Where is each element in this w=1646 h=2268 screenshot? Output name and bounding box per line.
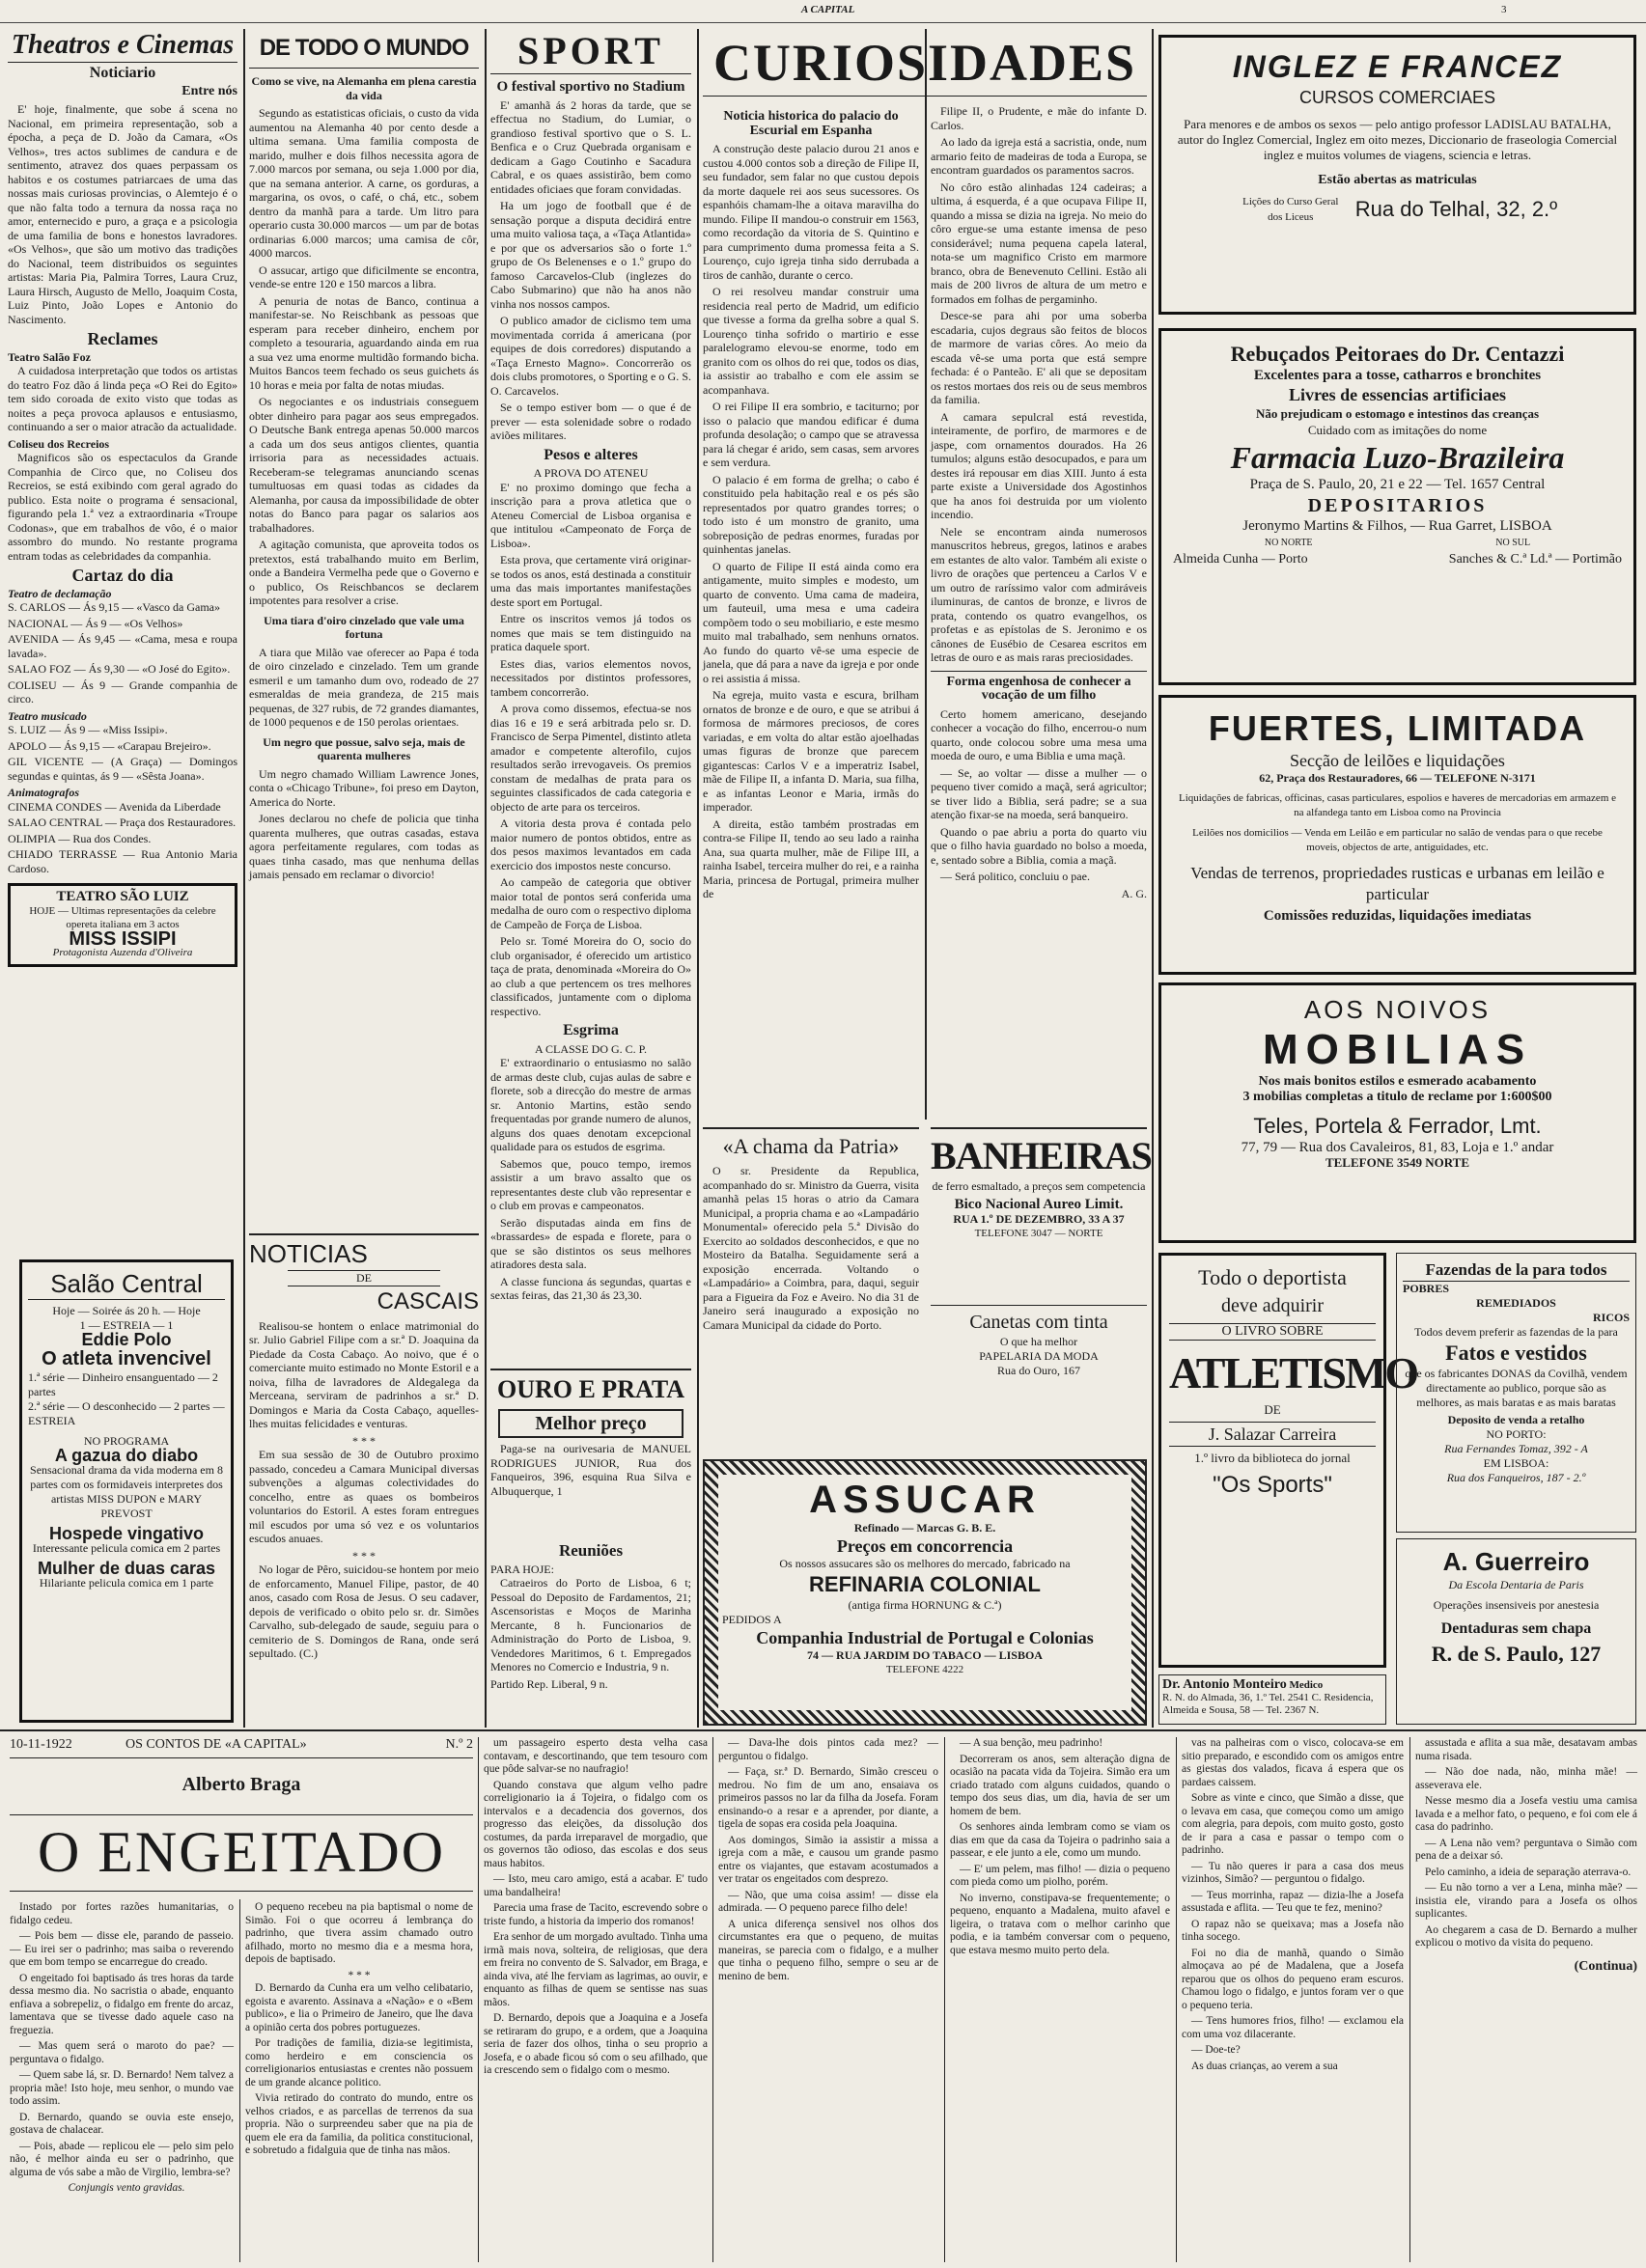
mobilias-addr: 77, 79 — Rua dos Cavaleiros, 81, 83, Loja e 1.º andar	[1241, 1140, 1554, 1155]
contos-col3e: Era senhor de um morgado avultado. Tinha uma irmã mais nova, solteira, de religiosas, que dera em freira no convento de S. Salvador, em Braga, e ainda viva, até lhe ferviam as lagrimas, ao ouvir, e enquanto as filhas de quem se sentisse nas suas mãos.	[484, 1931, 708, 2008]
curiosidades-text14: Certo homem americano, desejando conhecer a vocação do filho, encerrou-o num quarto, onde colocou sobre uma mesa uma moeda de ouro, e uma Biblia e uma maçã.	[931, 706, 1147, 762]
contos-col3c: — Isto, meu caro amigo, está a acabar. E' tudo uma bandalheira!	[484, 1873, 708, 1898]
mobilias-phone: TELEFONE 3549 NORTE	[1325, 1155, 1470, 1170]
fazendas-title: Fazendas de la para todos	[1403, 1259, 1630, 1282]
curiosidades-text9: Ao lado da igreja está a sacristia, onde, num armario feito de madeiras de toda a Europa, se encontram guardados os paramentos sacros.	[931, 135, 1147, 177]
assucar-pedidos: PEDIDOS A	[722, 1613, 782, 1626]
list-item: NACIONAL — Ás 9 — «Os Velhos»	[8, 616, 183, 630]
contos-col1h: Conjungis vento gravidas.	[68, 2182, 185, 2194]
inglez-sub: CURSOS COMERCIAES	[1298, 88, 1496, 107]
rebucados-line1: Excelentes para a tosse, catharros e bronchites	[1253, 368, 1542, 383]
assucar-ad	[703, 1459, 1147, 1726]
contos-col4b: — Faça, sr.ª D. Bernardo, Simão cresceu o medrou. No fim de um ano, ensaiava os primeiros passos no lar da filha da Josefa. Foram ensinando-o a resar e a aprender, por diante, a tigela de sopas era cosida pela Joaquina.	[718, 1766, 938, 1830]
fazendas-pobres: POBRES	[1403, 1282, 1450, 1295]
cartaz-heading: Cartaz do dia	[71, 566, 174, 585]
assucar-phone: TELEFONE 4222	[885, 1664, 964, 1675]
sao-luiz-title: TEATRO SÃO LUIZ	[56, 889, 189, 904]
cascais-text1: Realisou-se hontem o enlace matrimonial do sr. Julio Gabriel Filipe com a sr.ª D. Joaquina da Piedade da Costa Cabaço. Ao noivo, que é o comerciante muito estimado no Monte Estoril e a noiva, filha de lavradores de Aldegalega da Merceana, serviram de padrinhos a sr.ª D. Domingos e Maria da Costa Cabaço, aquelles-lhes muitas felicidades e venturas.	[249, 1318, 479, 1430]
sao-luiz-box	[8, 883, 237, 967]
list-item: OLIMPIA — Rua dos Condes.	[8, 831, 152, 845]
sport-text8: Estes dias, varios elementos novos, necessitados por distintos professores, tambem concorrerão.	[490, 656, 691, 699]
fazendas-porto: NO PORTO:	[1486, 1427, 1547, 1441]
contos-title: O ENGEITADO	[10, 1814, 473, 1892]
hospede-text: Interessante pelicula comica em 2 partes	[32, 1541, 221, 1555]
rebucados-dep1: Jeronymo Martins & Filhos, — Rua Garret, LISBOA	[1242, 518, 1552, 534]
sao-luiz-show: MISS ISSIPI	[69, 927, 177, 950]
sport-text7: Entre os inscritos vemos já todos os nomes que mais se tem distinguido na pratica daquele sport.	[490, 612, 691, 653]
medico-role: Medico	[1289, 1679, 1324, 1691]
list-item: S. LUIZ — Ás 9 — «Miss Issipi».	[8, 723, 168, 736]
salao-foz-text: A cuidadosa interpretação que todos os artistas do teatro Foz dão á linda peça «O Rei do Egito» tem sido coroada de exito visto que todas as noites a peça provoca aplausos e entusiasmo, continuando a ser o maior atracão da actualidade.	[8, 364, 237, 433]
divider-stars: * * *	[352, 1548, 376, 1563]
atleta-invencivel: O atleta invencivel	[42, 1348, 211, 1369]
para-hoje: PARA HOJE:	[490, 1562, 554, 1576]
sport-text3: O publico amador de ciclismo tem uma movimentada corrida á americana (por equipes de dois corredores) disputando a «Taça Ernesto Magno». Concorrerão os dois clubs promotores, o Sporting e o G. S. O. Carcavelos.	[490, 314, 691, 398]
partido: Partido Rep. Liberal, 9 n.	[490, 1676, 608, 1691]
contos-col6e: O rapaz não se queixava; mas a Josefa não tinha socego.	[1182, 1918, 1404, 1943]
medico-name: Dr. Antonio Monteiro	[1162, 1677, 1287, 1692]
no-programa: NO PROGRAMA	[83, 1434, 170, 1448]
noticiario-heading: Noticiario	[89, 65, 156, 81]
list-item: CINEMA CONDES — Avenida da Liberdade	[8, 799, 221, 814]
contos-col2a: O pequeno recebeu na pia baptismal o nome de Simão. Foi o que ocorreu á lembrança do padrinho, que tivera assim chamado outro afilhado, morto no mesmo dia e a mesma hora, depois de baptisado.	[245, 1901, 473, 1965]
curiosidades-text6: Na egreja, muito vasta e escura, brilham ornatos de bronze e de ouro, e que se atribui á formosa de mármores preciosos, de cores variadas, e em volta do altar estão ajoelhadas umas figuras de bronze que parecem gigantescas: Carlos V e a imperatriz Isabel, mãe de Filipe II, a infanta D. Maria, sua filha, e as infantas Leonor e Maria, irmãs do imperador.	[703, 688, 919, 814]
salao-central-estreia: 1 — ESTREIA — 1	[79, 1318, 174, 1332]
rebucados-dep2: Almeida Cunha — Porto	[1173, 552, 1308, 567]
fazendas-text2: que os fabricantes DONAS da Covilhã, vendem directamente ao publico, porque são as melhores, as mais baratas e as mais baratas	[1405, 1367, 1628, 1409]
banheiras-title: BANHEIRAS	[931, 1134, 1152, 1177]
atletismo-jornal: "Os Sports"	[1213, 1472, 1332, 1498]
sport-text13: E' extraordinario o entusiasmo no salão de armas deste club, cujas aulas de sabre e florete, sob a direcção do mestre de armas sr. Antonio Martins, estão sendo frequentadas por grande numero de alunos, alguns dos quaes denotam excepcional qualidade para os estudos de esgrima.	[490, 1056, 691, 1153]
de-todo-text2: O assucar, artigo que dificilmente se encontra, vende-se entre 120 e 150 marcos a libra.	[249, 263, 479, 290]
fuertes-addr: 62, Praça dos Restauradores, 66 — TELEFONE N-3171	[1259, 771, 1536, 785]
curiosidades-text16: Quando o pae abriu a porta do quarto viu que o filho havia guardado no bolso a moeda, e, sentado sobre a Biblia, comia a maçã.	[931, 824, 1147, 867]
contos-col6d: — Teus morrinha, rapaz — dizia-lhe a Josefa assustada e aflita. — Teu que te fez, menino?	[1182, 1889, 1404, 1914]
musicado-list	[8, 723, 237, 783]
melhor-preco: Melhor preço	[498, 1409, 684, 1438]
contos-col5c: Os senhores ainda lembram como se viam os dias em que da casa da Tojeira o padrinho saia a passear, e ele junto a ele, como um mundo.	[950, 1821, 1170, 1859]
curiosidades-text13: Nele se encontram ainda numerosos manuscritos hebreus, gregos, latinos e arabes em estantes de alto valor. Também ali existe o livro de orações que pertenceu a Carlos V e um outro de raríssimo valor com admiráveis iluminuras, de cantos de bronze, e livros de prata, contendo os quatro evangelhos, os profetas e as epístolas de S. Jeronimo e os cânones de Eusébio de Cesarea escritos em letras de ouro e as mais raras preciosidades.	[931, 524, 1147, 664]
sao-luiz-line2: Protagonista Auzenda d'Oliveira	[52, 947, 193, 958]
list-item: AVENIDA — Ás 9,45 — «Cama, mesa e roupa lavada».	[8, 632, 237, 660]
assucar-firma: (antiga firma HORNUNG & C.ª)	[848, 1598, 1002, 1612]
fazendas-ricos: RICOS	[1592, 1311, 1630, 1324]
contos-col1f: D. Bernardo, quando se ouvia este ensejo, gostava de chalacear.	[10, 2111, 234, 2136]
medico-ad	[1158, 1674, 1386, 1725]
sport-text5: E' no proximo domingo que fecha a inscrição para a prova atletica que o Ateneu Comercial de Lisboa organisa e que intitulou «Campeonato de Força de Lisboa».	[490, 480, 691, 550]
curiosidades-text7: A direita, estão também prostradas em contra-se Filipe II, tendo ao seu lado a rainha Ana, sua quarta mulher, mãe de Filipe III, a rainha Isabel, terceira mulher do rei, e a rainha Maria, princesa de Portugal, primeira mulher de	[703, 816, 919, 900]
sport-text11: Ao campeão de categoria que obtiver maior total de pontos será conferida uma medalha de ouro com o respectivo diploma de Campeão de Força de Lisboa.	[490, 875, 691, 931]
chama-text: O sr. Presidente da Republica, acompanhado do sr. Ministro da Guerra, visita amanhã pelas 15 horas o atrio da Camara Municipal, a propria chama e ao «Lampadário Monumental» oferecido pela 5.ª Divisão do Exercito ao soldados desconhecidos, e que no Mosteiro da Batalha. Seguidamente será a exposição encerrada. Voltando o «Lampadário» a Coimbra, para, daqui, seguir para a Figueira da Foz e Aveiro. No dia 31 de Janeiro será inaugurado a exposição no Camara Municipal da cidade do Porto.	[703, 1164, 919, 1332]
animatografos-list	[8, 800, 237, 876]
curiosidades-signature: A. G.	[1121, 886, 1147, 900]
salao-central-box	[19, 1259, 234, 1723]
assucar-title: ASSUCAR	[809, 1479, 1041, 1521]
atletismo-line1: Todo o deportista	[1198, 1265, 1347, 1289]
ouro-prata-title: OURO E PRATA	[496, 1375, 685, 1403]
fuertes-title: FUERTES, LIMITADA	[1208, 708, 1587, 748]
curiosidades-text3: O rei Filipe II era sombrio, e taciturno; por isso o palacio que mandou edificar é duma profunda desolação; o campo que se atravessa para lá chegar é arido, sem casas, sem arvores e sem verdura.	[703, 400, 919, 469]
contos-col-7	[1415, 1737, 1637, 2262]
salao-central-hoje: Hoje — Soirée ás 20 h. — Hoje	[52, 1304, 201, 1317]
canetas-place: PAPELARIA DA MODA	[979, 1349, 1099, 1363]
mobilias-title1: AOS NOIVOS	[1303, 995, 1492, 1024]
contos-col5e: No inverno, constipava-se frequentemente; o pequeno, enquanto a Madalena, muito afavel e ligeira, o tratava com o melhor carinho que podia, e ia também conversar com o pequeno, que estava mesmo muito perto dela.	[950, 1892, 1170, 1956]
list-item: GIL VICENTE — (A Graça) — Domingos segundas e quintas, ás 9 — «Sêsta Joana».	[8, 755, 237, 783]
list-item: APOLO — Ás 9,15 — «Carapau Brejeiro».	[8, 738, 211, 753]
de-todo-sub1: Como se vive, na Alemanha em plena carestia da vida	[251, 74, 477, 102]
atletismo-line3: O LIVRO SOBRE	[1169, 1323, 1376, 1341]
guerreiro-dent: Dentaduras sem chapa	[1440, 1620, 1592, 1637]
sport-text6: Esta prova, que certamente virá originar-se todos os anos, está destinada a constituir uma das mais importantes manifestações deste sport em Portugal.	[490, 553, 691, 609]
sport-text1: E' amanhã ás 2 horas da tarde, que se effectua no Stadium, do Lumiar, o grandioso festival sportivo que o S. L. Benfica e o Cruz Quebrada organisam e dedicam a Gago Coutinho e Sacadura Cabral, e os quaes assistirão, bem como entidades oficiaes que foram convidadas.	[490, 97, 691, 196]
rebucados-addr: Praça de S. Paulo, 20, 21 e 22 — Tel. 1657 Central	[1249, 477, 1546, 492]
contos-col-4	[718, 1737, 938, 2262]
banheiras-ad	[931, 1127, 1152, 1301]
sport-text9: A prova como dissemos, efectua-se nos dias 16 e 19 e será arbitrada pelo sr. D. Francisco de Serpa Pimentel, distinto atleta amador e competente alterofilo, cujos resultados serão irrevogaveis. Os premios constam de medalhas de prata para os seguintes classificados de cada categoria e objecto de arte para os terceiros.	[490, 702, 691, 814]
fazendas-porto-addr: Rua Fernandes Tomaz, 392 - A	[1444, 1442, 1588, 1455]
reunioes-title: Reuniões	[558, 1541, 624, 1560]
curiosidades-text11: Desce-se para ahi por uma soberba escadaria, cujos degraus são feitos de blocos de marmore de varias côres. Ao meio da escada vê-se uma porta que está sempre fechada: é o Panteão. E' ali que se depositam os restos mortaes dos reis ou de seus membros da familia.	[931, 309, 1147, 406]
curiosidades-text10: No côro estão alinhadas 124 cadeiras; a ultima, á esquerda, é a que ocupava Filipe II, quando a missa se dizia na igreja. No meio do côro ergue-se uma estante imensa de peso considerável; numa pequena capela lateral, nota-se um magnifico Cristo em marmore branco, obra de Benevenuto Cellini. Estão ali mais de 200 livros de altura de um metro e formados em folhas de pergaminho.	[931, 180, 1147, 306]
cascais-heading: CASCAIS	[377, 1287, 479, 1314]
canetas-sub: O que ha melhor	[999, 1335, 1078, 1348]
sport-text2: Ha um jogo de football que é de sensação porque a disputa decidirá entre uma muito valiosa taça, a «Taça Atlantida» e por que os adversarios são o forte 1.º grupo de Os Belenenses e o 1.º grupo do famoso Carcavelos-Club (inglezes do Cabo Submarino) que não ha anos não vinha nos nossos campos.	[490, 199, 691, 311]
list-item: S. CARLOS — Ás 9,15 — «Vasco da Gama»	[8, 600, 220, 614]
curiosidades-text4: O palacio é em forma de grelha; o cabo é constituido pela habitação real e os pés são representados por quatro grandes torres; o todo isto é um monstro de granito, uma sobreposição de pedras enormes, furadas por quinhentas janelas.	[703, 472, 919, 556]
contos-col3f: D. Bernardo, depois que a Joaquina e a Josefa se retiraram do grupo, e a ordem, que a Joaquina seria de fazer dos olhos, tinha o seu proprio a Josefa, e o abade ficou só com o seu afilhado, que ia crescendo sem o fidalgo com o mesmo.	[484, 2012, 708, 2076]
curiosidades-col-a	[703, 104, 919, 1127]
curiosidades-text2: O rei resolveu mandar construir uma residencia real perto de Madrid, um edificio que tivesse a forma da grelha sobre a qual S. Lourenço tinha sofrido o martirio e esse paralelogramo elevou-se enorme, todo em granito com os olhos do rei que, todos os dias, ia assistir ao trabalho e com ele assim se acompanhava.	[703, 285, 919, 397]
contos-col1c: O engeitado foi baptisado ás tres horas da tarde dessa mesmo dia. No sacristia o abade, enquanto enfiava a sobrepeliz, o fidalgo em frente do arcaz, lamentava que se tivesse dado aquele caso na freguezia.	[10, 1972, 234, 2036]
contos-col6a: vas na palheiras com o visco, colocava-se em sitio preparado, e escondido com os amigos entre as giestas dos valados, ficava á espera que os pardaes caissem.	[1182, 1737, 1404, 1788]
de-todo-text7: Um negro chamado William Lawrence Jones, conta o «Chicago Tribune», foi preso em Dayton, America do Norte.	[249, 766, 479, 809]
noticias-cascais	[249, 1233, 479, 1726]
eddie-polo: Eddie Polo	[81, 1330, 172, 1349]
inglez-matriculas: Estão abertas as matriculas	[1318, 173, 1477, 187]
fuertes-text1: Liquidações de fabricas, officinas, casas particulares, espolios e haveres de mercadorias em armazem e na alfandega tanto em Lisboa como na Provincia	[1178, 792, 1617, 818]
guerreiro-ad	[1396, 1538, 1636, 1725]
banheiras-text: de ferro esmaltado, a preços sem competencia	[932, 1179, 1146, 1193]
contos-col1b: — Pois bem — disse ele, parando de passeio. — Eu irei ser o padrinho; mas saiba o reverendo que em bom tempo se encarregue do creado.	[10, 1930, 234, 1968]
atletismo-line2: deve adquirir	[1220, 1295, 1325, 1316]
contos-col5d: — E' um pelem, mas filho! — dizia o pequeno com pieda como um piolho, porém.	[950, 1863, 1170, 1888]
atletismo-ad	[1158, 1253, 1418, 1668]
fazendas-text1: Todos devem preferir as fazendas de la para	[1414, 1325, 1618, 1339]
fazendas-lisboa-addr: Rua dos Fanqueiros, 187 - 2.º	[1446, 1471, 1586, 1484]
curiosidades-text12: A camara sepulcral está revestida, inteiramente, de porfiro, de marmores e de jaspe, com ornamentos dourados. Ha 26 tumulos; alguns estão desocupados, e para um destes irá repousar em dias XIII. Junto á esta parte existe a Universidade dos Agostinhos que ha anos foi destruida por um violento incendio.	[931, 409, 1147, 521]
contos-col6b: Sobre as vinte e cinco, que Simão a disse, que o levava em casa, que começou como um amigo com alegria, para depois, com muito gosto, gosto de ir para a casa e passar o tempo com o padrinho.	[1182, 1792, 1404, 1856]
contos-col7d: — A Lena não vem? perguntava o Simão com pena de a deixar só.	[1415, 1837, 1637, 1862]
assucar-refinaria: REFINARIA COLONIAL	[809, 1572, 1041, 1596]
mulher-text: Hilariante pelicula comica em 1 parte	[39, 1576, 214, 1590]
theatros-logo: Theatros e Cinemas	[8, 29, 237, 63]
inglez-address: Rua do Telhal, 32, 2.º	[1354, 197, 1558, 221]
contos-col-3	[484, 1737, 708, 2262]
curiosidades-text17: — Será politico, concluiu o pae.	[940, 870, 1090, 883]
rebucados-dep3: Sanches & C.ª Ld.ª — Portimão	[1448, 552, 1622, 567]
fuertes-text2: Leilões nos domicilios — Venda em Leilão e em particular no salão de vendas para o que recebe moveis, objectos de arte, antiguidades, etc.	[1192, 827, 1603, 853]
gazua-text: Sensacional drama da vida moderna em 8 partes com os formidaveis interpretes dos artistas MISS DUPON e MARY PREVOST	[30, 1463, 223, 1520]
contos-col1d: — Mas quem será o maroto do pae? — perguntava o fidalgo.	[10, 2040, 234, 2065]
mobilias-text1: Nos mais bonitos estilos e esmerado acabamento	[1258, 1074, 1537, 1089]
de-todo-text4: Os negociantes e os industriais conseguem obter dinheiro para pagar aos seus empregados. O Deutsche Bank entrega apenas 50.000 marcos a cada um dos seus antigos clientes, quantia irrisoria para as necessidades actuais. Receberam-se telegramas anunciando scenas tumultuosas em quasi todas as cidades da Alemanha, por causa da impossibilidade de obter notas do Banco para pagar os salarios aos trabalhadores.	[249, 395, 479, 535]
de-todo-text8: Jones declarou no chefe de policia que tinha quarenta mulheres, que outras casadas, estava agora perfeitamente regulares, com todas as quaes tinha casado, mas que nenhuma dellas jamais pensado em reclamar o divorcio!	[249, 812, 479, 881]
de-todo-text3: A penuria de notas de Banco, continua a manifestar-se. No Reischbank as pessoas que esperam para receber dinheiro, enchem por completo a tesouraria, aguardando ainda em rua a sua vez uma enorme multidão formando bicha. Muitos Bancos teem fechado os seus guichets ás 10 horas e meia por falta de notas miudas.	[249, 293, 479, 392]
de-todo-sub3: Um negro que possue, salvo seja, mais de quarenta mulheres	[263, 734, 465, 762]
teatro-musicado-heading: Teatro musicado	[8, 708, 87, 723]
reclames-heading: Reclames	[87, 329, 158, 348]
contos-date: 10-11-1922	[10, 1737, 72, 1752]
contos-col-6	[1182, 1737, 1404, 2262]
mobilias-text2: 3 mobilias completas a titulo de reclame por 1:600$00	[1242, 1090, 1552, 1104]
contos-col3b: Quando constava que algum velho padre correligionario ia á Tojeira, o fidalgo com os intervalos e a decadencia dos governos, dos progresso das eleições, da dissolução dos costumes, da parda irreparavel de morgadio, que os governos tão odioso, das escolas e dos seus maus habitos.	[484, 1779, 708, 1869]
atletismo-author: J. Salazar Carreira	[1169, 1422, 1376, 1447]
rebucados-dep-row	[1173, 551, 1622, 567]
de-todo-text6: A tiara que Milão vae oferecer ao Papa é toda de oiro cinzelado e cinzelado. Tem um grande esmeril e um tamanho dum ovo, rodeado de 27 esmeraldas de meia grandeza, de 215 mais pequenas, de 327 rubis, de 72 grandes diamantes, de 1000 pequenos e de 150 perolas orientaes.	[249, 645, 479, 729]
fuertes-sub: Secção de leilões e liquidações	[1290, 751, 1505, 770]
coliseu-text: Magnificos são os espectaculos da Grande Companhia de Circo que, no Coliseu dos Recreios, se está exibindo com geral agrado do publico. Esta noite o programa é sensacional, figurando pela 1.ª vez a extraordinaria «Troupe Codonas», que em trabalhos de vôo, é o maior assombro do mundo. No restante programa entram todas as celebridades da companhia.	[8, 451, 237, 563]
fuertes-text3: Vendas de terrenos, propriedades rusticas e urbanas em leilão e particular	[1190, 864, 1604, 903]
banheiras-phone: TELEFONE 3047 — NORTE	[974, 1228, 1103, 1239]
declamacao-list	[8, 600, 237, 706]
inglez-footer	[1177, 194, 1618, 225]
banheiras-addr: RUA 1.º DE DEZEMBRO, 33 A 37	[953, 1212, 1125, 1226]
contos-col-1	[10, 1901, 234, 2262]
contos-col6c: — Tu não queres ir para a casa dos meus vizinhos, Simão? — perguntou o fidalgo.	[1182, 1860, 1404, 1885]
contos-author: Alberto Braga	[181, 1774, 301, 1795]
sport-text14: Sabemos que, pouco tempo, iremos assistir a um bravo assalto que os representantes deste club vão representar e o club em provas e campeonatos.	[490, 1156, 691, 1212]
contos-col4c: Aos domingos, Simão ia assistir a missa a igreja com a mãe, e causou um grande pasmo entre os viajantes, que estavam acostumados a ver tratar os engeitados com desprezo.	[718, 1834, 938, 1885]
sport-sub1: O festival sportivo no Stadium	[496, 79, 685, 95]
contos-header	[10, 1735, 473, 1758]
masthead-strip	[0, 0, 1646, 23]
contos-col7b: — Não doe nada, não, minha mãe! — asseverava ele.	[1415, 1766, 1637, 1791]
guerreiro-text: Operações insensiveis por anestesia	[1433, 1598, 1600, 1612]
cascais-text2: Em sua sessão de 30 de Outubro proximo passado, concedeu a Camara Municipal diversas subvenções a algumas colectividades do concelho, entre as quaes os bombeiros voluntarios do Estoril. A estes foram entregues mil escudos por uma só vez e os voluntarios escudos anuaes.	[249, 1448, 479, 1545]
rebucados-regions	[1173, 535, 1622, 551]
sport-sub2b: A PROVA DO ATENEU	[533, 466, 649, 480]
assucar-company: Companhia Industrial de Portugal e Colonias	[756, 1628, 1094, 1647]
contos-col3d: Parecia uma frase de Tacito, escrevendo sobre o triste fundo, a historia da imperio dos romanos!	[484, 1902, 708, 1927]
contos-col7f: — Eu não torno a ver a Lena, minha mãe? — insistia ele, virando para a Josefa os olhos suplicantes.	[1415, 1882, 1637, 1920]
mobilias-company: Teles, Portela & Ferrador, Lmt.	[1253, 1114, 1542, 1138]
curiosidades-sub2: Forma engenhosa de conhecer a vocação de um filho	[931, 671, 1147, 704]
salao-foz-heading: Teatro Salão Foz	[8, 349, 91, 364]
de-todo-text5: A agitação comunista, que aproveita todos os pretextos, está trabalhando muito em Berlim, onde a Bandeira Vermelha pede que o Governo e o publico, Os Reischbancos se declarem impotentes para resolver a crise.	[249, 538, 479, 607]
list-item: COLISEU — Ás 9 — Grande companhia de circo.	[8, 678, 237, 705]
atletismo-text: 1.º livro da biblioteca do jornal	[1194, 1451, 1351, 1465]
serie-2: 2.ª série — O desconhecido — 2 partes — ESTREIA	[28, 1399, 225, 1427]
de-todo-column	[249, 29, 479, 1226]
contos-continua: (Continua)	[1574, 1958, 1637, 1974]
contos-col4a: — Dava-lhe dois pintos cada mez? — perguntou o fidalgo.	[718, 1737, 938, 1762]
salao-central-title: Salão Central	[28, 1268, 225, 1300]
sport-title: SPORT	[490, 29, 691, 74]
mulher-title: Mulher de duas caras	[37, 1559, 216, 1578]
contos-col6h: — Doe-te?	[1191, 2044, 1241, 2056]
contos-col6g: — Tens humores frios, filho! — exclamou ela com uma voz dilacerante.	[1182, 2015, 1404, 2040]
contos-col5b: Decorreram os anos, sem alteração digna de ocasião na pacata vida da Tojeira. Simão era um criado tratado com alguns cuidados, quando o tempo dos seus dias, um dia, havia de ser um homem de bem.	[950, 1753, 1170, 1817]
theatros-column	[8, 29, 237, 1255]
cascais-text3: No logar de Pêro, suicidou-se hontem por meio de enforcamento, Manuel Filipe, pastor, de 40 anos, casado com Rosa de Jesus. O seu cadaver, depois de verificado o obito pelo sr. dr. Simões Carvalho, sub-delegado de saude, seguiu para o cemiterio de S. Domingos de Rana, onde será sepultado. (C.)	[249, 1563, 479, 1660]
contos-col2b: D. Bernardo da Cunha era um velho celibatario, egoista e avarento. Assinava a «Nação» e o «Bem publico», e lia o Primeiro de Janeiro, que lhe dava a opinião certa dos pobres portuguezes.	[245, 1982, 473, 2033]
assucar-addr: 74 — RUA JARDIM DO TABACO — LISBOA	[807, 1648, 1043, 1662]
contos-col6i: As duas crianças, ao verem a sua	[1191, 2060, 1338, 2072]
reunioes-text: Catraeiros do Porto de Lisboa, 6 t; Pessoal do Deposito de Fardamentos, 21; Ascensoristas e Moços de Marinha Mercante, 8 h. Funcionarios de Administração do Porto de Lisboa, 9. Vendedores Maritimos, 6 t. Empregados Menores no Comercio e Industria, 9 n.	[490, 1576, 691, 1673]
sport-column	[490, 29, 691, 1380]
list-item: CHIADO TERRASSE — Rua Antonio Maria Cardoso.	[8, 847, 237, 875]
guerreiro-title: A. Guerreiro	[1442, 1547, 1590, 1576]
no-norte: NO NORTE	[1264, 538, 1313, 548]
inglez-title: INGLEZ E FRANCEZ	[1232, 49, 1563, 84]
divider-stars: * * *	[348, 1969, 371, 1981]
sport-sub2: Pesos e alteres	[544, 446, 638, 463]
rebucados-ad	[1158, 328, 1636, 685]
curiosidades-text5: O quarto de Filipe II está ainda como era antigamente, muito simples e modesto, um quarto de convento. Uma cama de madeira, um fauteuil, uma mesa e uma cadeira compõem todo o seu mobiliario, e este mesmo muito mal trabalhado, sem nenhuns ornatos. Ao fundo do quarto vê-se uma especie de janela, que dá para a nave da igreja e por onde o rei assistia á missa.	[703, 559, 919, 685]
inglez-ad	[1158, 35, 1636, 315]
sport-sub3b: A CLASSE DO G. C. P.	[534, 1041, 648, 1056]
contos-col1a: Instado por fortes razões humanitarias, o fidalgo cedeu.	[10, 1901, 234, 1926]
contos-col7a: assustada e aflita a sua mãe, desatavam ambas numa risada.	[1415, 1737, 1637, 1762]
curiosidades-col-b	[931, 104, 1147, 1127]
fuertes-text4: Comissões reduzidas, liquidações imediatas	[1263, 908, 1532, 924]
theatros-intro: E' hoje, finalmente, que sobe á scena no Nacional, em primeira representação, sob a épocha, a peça de D. João da Camara, «Os Velhos», tres actos sublimes de candura e de sentimento, atravez dos quaes perpassam os habitos e os costumes patriarcaes de uma das nossas mais curiosas provincias, o Alemtejo é o que não falta todo a ternura da nossa raça no amor, enternecido e puro, a graça e a psicologia de uma familia de bons e honestos lavradores. «Os Velhos», que são um motivo das tradições do Nacional, teem distribuidos os seguintes artistas: Maria Pia, Palmira Torres, Laura Cruz, Laura Hirsch, Augusto de Mello, Joaquim Costa, Luiz Pinto, João Lopes e Antonio do Nascimento.	[8, 102, 237, 326]
sport-text15: Serão disputadas ainda em fins de «brassardes» de espada e florete, para o que se são distintos os seus melhores atiradores desta sala.	[490, 1215, 691, 1271]
chama-patria	[703, 1127, 919, 1455]
list-item: SALAO FOZ — Ás 9,30 — «O José do Egito».	[8, 662, 231, 676]
no-sul: NO SUL	[1495, 538, 1531, 548]
atletismo-de: DE	[1264, 1402, 1281, 1417]
mobilias-ad	[1158, 982, 1636, 1243]
sport-text16: A classe funciona ás segundas, quartas e sextas feiras, das 21,30 ás 23,30.	[490, 1274, 691, 1302]
rebucados-line2: Livres de essencias artificiaes	[1288, 385, 1507, 404]
ouro-prata	[490, 1369, 691, 1542]
inglez-text: Para menores e de ambos os sexos — pelo antigo professor LADISLAU BATALHA, autor do Inglez Comercial, Inglez em oito mezes, Diccionario de fraseologia Comercial inglez e muitos volumes de viagens, sciencia e letras.	[1177, 117, 1618, 162]
contos-col2c: Por tradições de familia, dizia-se legitimista, como herdeiro e em consciencia os correligionarios entusiastas e crentes não possuem de um grande alcance politico.	[245, 2037, 473, 2088]
curiosidades-sub1: Noticia historica do palacio do Escurial em Espanha	[723, 109, 899, 138]
fazendas-ad	[1396, 1253, 1636, 1533]
sport-text12: Pelo sr. Tomé Moreira do O, socio do club organisador, é oferecido um artistico taça de prata, denominada «Moreira do O» ao club a que pertencem os tres melhores classificados, juntamente com o diploma respectivo.	[490, 934, 691, 1018]
noticias-heading: NOTICIAS	[249, 1239, 368, 1268]
atletismo-title: ATLETISMO	[1169, 1348, 1418, 1397]
de-todo-title: DE TODO O MUNDO	[249, 29, 479, 69]
medico-text: R. N. do Almada, 36, 1.º Tel. 2541 C. Residencia, Almeida e Sousa, 58 — Tel. 2367 N.	[1162, 1692, 1374, 1716]
inglez-licoes: Lições do Curso Geral dos Liceus	[1242, 196, 1339, 223]
gazua-title: A gazua do diabo	[54, 1446, 199, 1465]
contos-col2d: Vivia retirado do contrato do mundo, entre os velhos criados, e as parcellas de terrenos da sua propria. Não o surpreendeu saber que na pia de quem ele era da familia, da politica constitucional, e sobretudo a fidalguia que de tinha nas mãos.	[245, 2092, 473, 2156]
rebucados-depositarios: DEPOSITARIOS	[1307, 495, 1488, 516]
de-todo-text1: Segundo as estatisticas oficiais, o custo da vida aumentou na Alemanha 40 por cento desde a ultima semana. Uma familia composta de marido, mulher e dois filhos necessita agora de 7.000 marcos por semana, ou seja 1.000 por dia, que na semana anterior. A carne, os gorduras, a margarina, os ovos, o café, o chá, etc., sobem dentro da manhã para a tarde. Um litro para operario custa 30.000 marcos — um par de botas ordinarias 6.000 marcos; uma camisa de côr, 4000 marcos.	[249, 106, 479, 260]
curiosidades-text15: — Se, ao voltar — disse a mulher — o pequeno tiver comido a maçã, será agricultor; se tiver lido a Biblia, será padre; se a sua atenção fixar-se na moeda, será banqueiro.	[931, 765, 1147, 821]
contos-col7c: Nesse mesmo dia a Josefa vestiu uma camisa lavada e a melhor fato, o pequeno, e foi com ele á casa do padrinho.	[1415, 1795, 1637, 1833]
assucar-inner	[718, 1475, 1131, 1710]
banheiras-company: Bico Nacional Aureo Limit.	[954, 1197, 1124, 1212]
contos-col6f: Foi no dia de manhã, quando o Simão almoçava ao pé de Madalena, que a Josefa reparou que os olhos do pequeno eram escuros. Chamou logo o fidalgo, e juntos foram ver o que o pequeno teria.	[1182, 1947, 1404, 2011]
contos-col4e: A unica diferença sensivel nos olhos dos circumstantes era que o pequeno, de muitas maneiras, se parecia com o fidalgo, e a mulher que tinha o pequeno filho, sempre o seu ar de menino de bem.	[718, 1918, 938, 1982]
curiosidades-text1: A construção deste palacio durou 21 anos e custou 4.000 contos sob a direção de Filipe II, seu fundador, sem falar no que custou depois da morte daquele rei aos seus sucessores. Os espanhóis chamam-lhe a oitava maravilha do mundo. Filipe II mandou-o construir em 1563, como recordação da vitoria de S. Quintino e para cumprimento duma promessa feita a S. Lourenço, cujo igreja tinha sido derrubada a tiros de canhão, durante o cerco.	[703, 142, 919, 282]
rebucados-line4: Cuidado com as imitações do nome	[1307, 423, 1488, 437]
canetas-title: Canetas com tinta	[969, 1312, 1108, 1333]
assucar-precos: Preços em concorrencia	[836, 1536, 1014, 1556]
masthead: A CAPITAL	[801, 4, 855, 15]
rebucados-title: Rebuçados Peitoraes do Dr. Centazzi	[1230, 342, 1565, 366]
contos-col-5	[950, 1737, 1170, 2262]
sport-sub3: Esgrima	[563, 1022, 619, 1038]
contos-number: N.º 2	[445, 1737, 473, 1752]
assucar-sub: Refinado — Marcas G. B. E.	[853, 1521, 996, 1535]
contos-col4d: — Não, que uma coisa assim! — disse ela admirada. — O pequeno parece filho dele!	[718, 1889, 938, 1914]
fazendas-deposito: Deposito de venda a retalho	[1447, 1413, 1585, 1426]
coliseu-heading: Coliseu dos Recreios	[8, 436, 110, 451]
reunioes	[490, 1541, 691, 1726]
rebucados-pharm: Farmacia Luzo-Brazileira	[1230, 440, 1565, 475]
entre-nos-heading: Entre nós	[181, 83, 237, 98]
page-number: 3	[1501, 4, 1507, 15]
contos-col5a: — A sua benção, meu padrinho!	[960, 1737, 1103, 1749]
contos-col-2	[245, 1901, 473, 2262]
canetas-addr: Rua do Ouro, 167	[997, 1364, 1080, 1377]
ouro-prata-text: Paga-se na ourivesaria de MANUEL RODRIGUES JUNIOR, Rua dos Fanqueiros, 396, esquina Rua Silva e Albuquerque, 1	[490, 1442, 691, 1498]
contos-series: OS CONTOS DE «A CAPITAL»	[126, 1737, 307, 1752]
guerreiro-sub: Da Escola Dentaria de Paris	[1448, 1578, 1584, 1591]
divider-stars: * * *	[352, 1433, 376, 1448]
sport-text4: Se o tempo estiver bom — o que é de prever — esta solenidade sobre o rodado aviões militares.	[490, 401, 691, 442]
sao-luiz-line1: HOJE — Ultimas representações da celebre opereta italiana em 3 actos	[29, 904, 216, 930]
sport-text10: A vitoria desta prova é contada pelo maior numero de pontos obtidos, entre as dos pesos maximos levantados em cada exercicio dos impostos neste concurso.	[490, 816, 691, 872]
contos-col3a: um passageiro esperto desta velha casa contavam, e descortinando, que tem tesouro com que pôde salvar-se no naufragio!	[484, 1737, 708, 1775]
teatro-declamacao-heading: Teatro de declamação	[8, 586, 112, 600]
fazendas-lisboa: EM LISBOA:	[1483, 1456, 1549, 1470]
noticias-de: DE	[288, 1270, 440, 1286]
rebucados-line3: Não prejudicam o estomago e intestinos das creanças	[1255, 406, 1540, 421]
guerreiro-addr: R. de S. Paulo, 127	[1431, 1642, 1602, 1666]
serie-1: 1.ª série — Dinheiro ensanguentado — 2 partes	[28, 1370, 218, 1398]
contos-col7e: Pelo caminho, a ideia de separação aterrava-o.	[1425, 1866, 1632, 1878]
animatografos-heading: Animatografos	[8, 786, 80, 799]
contos-col1e: — Quem sabe lá, sr. D. Bernardo! Nem talvez a propria mãe! Isto hoje, meu senhor, o mundo vae todo assim.	[10, 2069, 234, 2107]
canetas-ad	[931, 1305, 1147, 1401]
contos-col1g: — Pois, abade — replicou ele — pelo sim pelo não, é melhor ainda eu ser o padrinho, que alguma de vós sabe a mão de Virgilio, lembra-se?	[10, 2140, 234, 2178]
curiosidades-title: CURIOSIDADES	[703, 29, 1147, 97]
hospede-title: Hospede vingativo	[48, 1524, 205, 1543]
chama-title: «A chama da Patria»	[722, 1134, 900, 1158]
fazendas-fatos: Fatos e vestidos	[1445, 1341, 1587, 1365]
fuertes-ad	[1158, 695, 1636, 975]
assucar-text: Os nossos assucares são os melhores do mercado, fabricado na	[779, 1557, 1071, 1570]
fazendas-remediados: REMEDIADOS	[1476, 1296, 1556, 1310]
mobilias-title2: MOBILIAS	[1262, 1026, 1533, 1073]
list-item: SALAO CENTRAL — Praça dos Restauradores.	[8, 816, 237, 829]
curiosidades-text8: Filipe II, o Prudente, e mãe do infante D. Carlos.	[931, 104, 1147, 132]
contos-col7g: Ao chegarem a casa de D. Bernardo a mulher explicou o motivo da visita do pequeno.	[1415, 1923, 1637, 1949]
de-todo-sub2: Uma tiara d'oiro cinzelado que vale uma fortuna	[264, 613, 464, 641]
